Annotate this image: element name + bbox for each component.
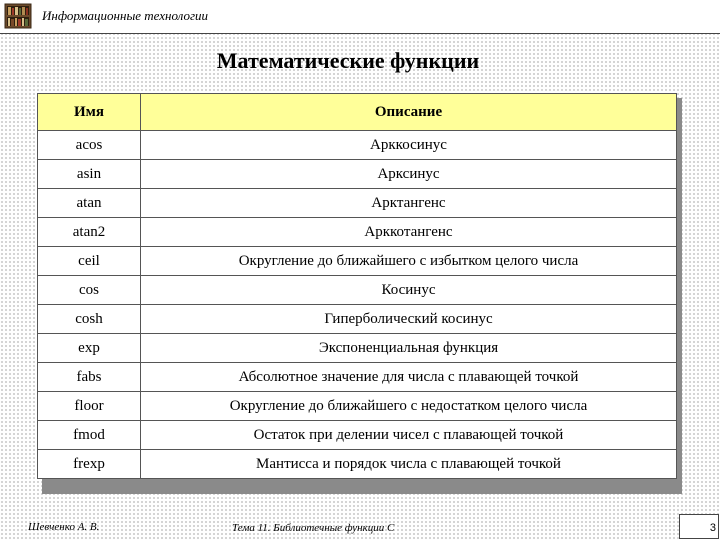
bookshelf-icon: [4, 3, 32, 29]
header-title: Информационные технологии: [42, 8, 209, 23]
table-row: [38, 392, 677, 421]
table-row: [38, 247, 677, 276]
table-row: [38, 363, 677, 392]
function-name-cell: floor: [38, 392, 141, 421]
function-description-cell: Округление до ближайшего с избытком целого числа: [141, 247, 677, 276]
function-name-cell: cosh: [38, 305, 141, 334]
function-description-cell: Косинус: [141, 276, 677, 305]
function-name-cell: acos: [38, 131, 141, 160]
table-row: [38, 160, 677, 189]
table-row: [38, 131, 677, 160]
function-description-cell: Округление до ближайшего с недостатком целого числа: [141, 392, 677, 421]
footer-topic: Тема 11. Библиотечные функции С: [232, 522, 395, 534]
function-name-cell: fabs: [38, 363, 141, 392]
table-row: [38, 276, 677, 305]
function-description-cell: Абсолютное значение для числа с плавающей точкой: [141, 363, 677, 392]
function-name-cell: cos: [38, 276, 141, 305]
function-name-cell: atan: [38, 189, 141, 218]
function-description-cell: Гиперболический косинус: [141, 305, 677, 334]
function-description-cell: Экспоненциальная функция: [141, 334, 677, 363]
function-name-cell: ceil: [38, 247, 141, 276]
function-description-cell: Мантисса и порядок числа с плавающей точкой: [141, 450, 677, 479]
table-header-row: [38, 94, 677, 131]
function-description-cell: Арктангенс: [141, 189, 677, 218]
function-name-cell: fmod: [38, 421, 141, 450]
page-number: 3: [709, 522, 716, 534]
function-description-cell: Арксинус: [141, 160, 677, 189]
function-name-cell: frexp: [38, 450, 141, 479]
slide-title: Математические функции: [216, 48, 480, 73]
column-header-name: Имя: [38, 94, 141, 131]
footer-author: Шевченко А. В.: [28, 521, 100, 533]
functions-table: [37, 93, 677, 479]
function-name-cell: exp: [38, 334, 141, 363]
table-row: [38, 189, 677, 218]
page-number-box: [679, 514, 719, 539]
column-header-description: Описание: [141, 94, 677, 131]
function-description-cell: Арккосинус: [141, 131, 677, 160]
function-description-cell: Арккотангенс: [141, 218, 677, 247]
table-row: [38, 421, 677, 450]
function-name-cell: asin: [38, 160, 141, 189]
table-row: [38, 218, 677, 247]
table-row: [38, 305, 677, 334]
function-description-cell: Остаток при делении чисел с плавающей точкой: [141, 421, 677, 450]
function-name-cell: atan2: [38, 218, 141, 247]
table-row: [38, 334, 677, 363]
header-bar: [0, 0, 720, 34]
table-row: [38, 450, 677, 479]
